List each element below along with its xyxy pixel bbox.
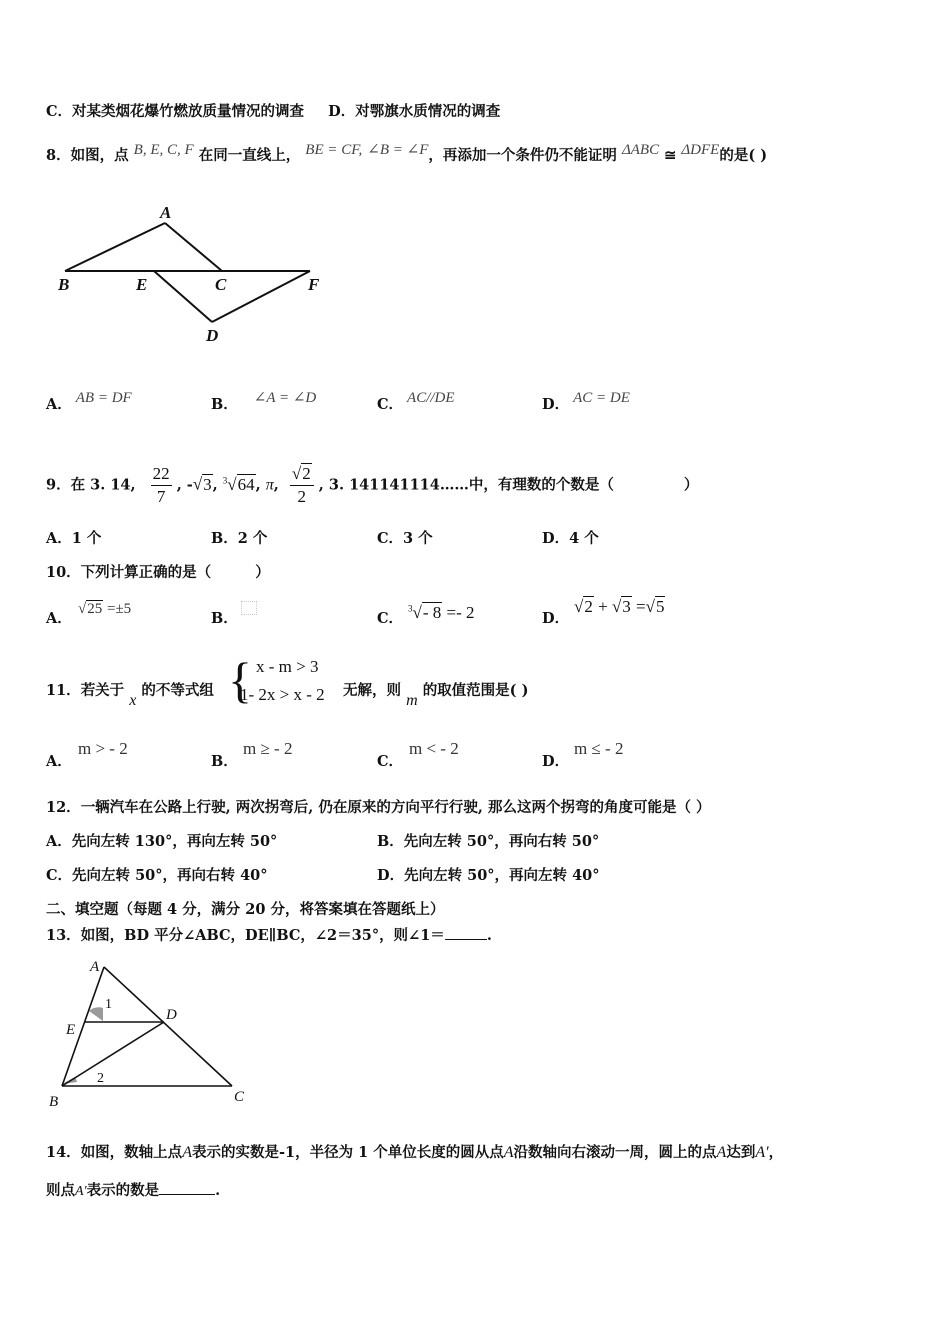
q10-close: ） [255,564,270,581]
q10-option-c [377,610,403,628]
q10-stem [46,564,270,582]
q10-opt-d-eq: = [631,597,646,616]
q11-opt-b-expr [243,740,292,759]
q11-text1: 若关于 [80,682,125,699]
q14-text1: 如图，数轴上点 [80,1144,183,1161]
q11-opt-b-label: B． [211,753,238,770]
q11-brace: { [228,652,252,708]
q10-opt-d-label: D． [542,610,570,627]
q12-option-c [46,867,268,885]
q14-line2-text2: 表示的数是 [86,1182,160,1199]
q9-cuberoot64: $^3$√64 [222,474,255,494]
q13-end: . [486,927,492,944]
q10-number: 10． [46,564,81,581]
q12-option-d [377,867,600,885]
q9-cube-index: 3 [222,475,228,485]
q10-opt-d-r1: 2 [584,597,593,616]
q9-sqrt3-rad: 3 [203,474,212,494]
seg-BD [62,1022,164,1086]
q12-option-a [46,833,277,851]
q13-label-E: E [66,1022,76,1038]
q9-opt-a-text: 1 个 [71,530,102,547]
q14-point-a-1: A [182,1144,192,1161]
q14-line2 [46,1182,220,1201]
q9-option-a [46,530,101,548]
q7-opt-c-text: 对某类烟花爆竹燃放质量情况的调查 [72,103,305,120]
q10-opt-a-rad: 25 [87,601,103,617]
q9-frac-22-7 [151,463,172,508]
q10-opt-b-image [241,601,257,615]
q11-text3: 无解，则 [343,682,401,699]
q8-option-d [542,390,630,414]
q11-stem-part2 [343,682,529,709]
q11-var-m: m [406,692,418,709]
q11-opt-d-label: D． [542,753,570,770]
q9-sep3: , [273,476,279,494]
q9-text3: ） [683,476,699,494]
q9-option-c [377,530,433,548]
q14-answer-blank[interactable] [159,1194,215,1195]
q11-option-a [46,753,72,771]
q10-opt-a-label: A． [46,610,72,627]
q12-opt-c-text: C．先向左转 50°，再向右转 40° [46,867,268,884]
q9-frac2-num: 2 [302,464,311,484]
q11-opt-c-expr [409,740,459,759]
q9-frac1-num: 22 [151,463,172,486]
q11-ineq1-text: x - m > 3 [256,657,319,676]
q11-opt-d-expr [574,740,623,759]
q7-options [46,103,500,121]
q11-text4: 的取值范围是( ) [422,682,529,699]
q13-label-D: D [166,1007,177,1023]
q8-stem: 8．如图，点 B, E, C, F 在同一直线上， BE = CF, ∠B = ∠F，再添加一个条件仍不能证明 ΔABC ≅ ΔDFE的是( ) [46,142,768,164]
q8-cond1: BE = CF [305,142,359,158]
q8-text1: 如图，点 [70,147,129,164]
q8-cond2: ∠B = ∠F [367,142,429,158]
q9-opt-b-text: 2 个 [237,530,268,547]
q8-label-D: D [206,326,219,345]
q11-ineq1 [256,658,318,677]
q10-opt-d-expr: √2 + √3 =√5 [574,597,665,616]
q8-cong: ≅ [664,147,677,164]
q8-opt-b-label: B． [211,396,238,413]
q11-text2: 的不等式组 [141,682,214,699]
section2-title-text: 二、填空题（每题 4 分，满分 20 分，将答案填在答题纸上） [46,901,445,918]
seg-AC [165,223,222,271]
q14-point-a-3: A [716,1144,727,1161]
q10-opt-c-rad: - 8 [422,602,442,622]
q10-opt-b-label: B． [211,610,238,627]
q10-opt-d-r3: 5 [655,597,665,616]
q7-opt-c-label: C． [46,103,73,120]
q12-stem [46,799,711,817]
q10-opt-a-rest: =±5 [103,601,132,617]
q14-number: 14． [46,1144,81,1161]
q10-opt-c-expr: $^3$√- 8 =- 2 [408,602,475,622]
q11-opt-a-text: m > - 2 [78,739,128,758]
seg-BA [65,223,165,271]
q10-text: 下列计算正确的是（ [80,564,212,581]
q11-opt-a-expr [78,740,128,759]
q13-angle1-shade [89,1007,103,1021]
q8-figure [50,198,340,348]
q12-opt-a-text: A．先向左转 130°，再向左转 50° [46,833,278,850]
q12-opt-b-text: B．先向左转 50°，再向右转 50° [377,833,600,850]
q9-frac2-den: 2 [297,487,307,507]
q11-ineq2-text: 1- 2x > x - 2 [240,685,325,704]
q12-number: 12． [46,799,81,816]
q9-opt-c-label: C． [377,530,404,547]
q8-label-F: F [308,275,320,294]
q9-option-b [211,530,267,548]
q8-option-b [211,390,317,414]
q11-opt-a-label: A． [46,753,72,770]
q9-frac1-den: 7 [156,487,166,507]
q8-opt-d-text: AC = DE [573,390,630,406]
q12-option-b [377,833,599,851]
q14-text3: 沿数轴向右滚动一周，圆上的点 [513,1144,717,1161]
seg-DF [212,271,310,322]
q11-ineq2 [240,686,325,705]
q9-sep2: , [255,476,261,494]
q9-option-d [542,530,599,548]
q9-opt-c-text: 3 个 [403,530,433,547]
q8-number: 8． [46,147,71,164]
q10-opt-c-rest: =- 2 [442,602,475,622]
q12-text: 一辆汽车在公路上行驶, 两次拐弯后, 仍在原来的方向平行行驶, 那么这两个拐弯的角度可能是（ ） [80,799,711,816]
q10-opt-c-label: C． [377,610,404,627]
q11-opt-c-label: C． [377,753,404,770]
q9-text2: , 3. 141141114……中，有理数的个数是（ [318,476,614,494]
seg-ED [154,271,212,322]
q11-opt-c-text: m < - 2 [409,739,459,758]
q13-figure [44,955,259,1115]
q7-opt-d-text: 对鄂旗水质情况的调查 [355,103,501,120]
q10-opt-d-r2: 3 [622,597,631,616]
q14-line1 [46,1144,783,1162]
q14-point-a-2: A [503,1144,514,1161]
q14-point-a-prime-1: A′ [755,1144,769,1161]
q8-text3: ，再添加一个条件仍不能证明 [428,147,617,164]
q13-number: 13． [46,927,81,944]
q14-point-a-prime-2: A′ [75,1184,87,1199]
q10-opt-c-index: 3 [408,603,413,613]
q9-number: 9． [46,476,71,494]
q9-opt-a-label: A． [46,530,72,547]
q11-stem-part1 [46,682,214,709]
q11-opt-b-text: m ≥ - 2 [243,739,293,758]
q8-opt-c-label: C． [377,396,404,413]
q10-opt-d-plus: + [593,597,612,616]
q11-number: 11． [46,682,81,699]
q8-label-B: B [58,275,70,294]
q11-option-c [377,753,403,771]
q7-opt-d-label: D． [328,103,356,120]
q13-text: 如图，BD 平分∠ABC，DE∥BC，∠2＝35°，则∠1＝ [80,927,445,944]
q8-tri2: ΔDFE [681,142,720,158]
q9-frac-sqrt2-2 [290,463,314,508]
q11-option-b [211,753,238,771]
q8-opt-c-text: AC//DE [407,390,455,406]
q8-points: B, E, C, F [133,142,194,158]
q8-opt-b-text: ∠A = ∠D [253,390,317,406]
q14-comma: ， [768,1144,784,1161]
q8-opt-d-label: D． [542,396,570,413]
q10-option-a [46,610,72,628]
q13-stem [46,927,492,945]
seg-AC [104,967,232,1086]
q11-var-x: x [129,692,137,709]
q8-option-c [377,390,455,414]
q8-label-A: A [160,203,172,222]
q14-line2-text1: 则点 [46,1182,75,1199]
q11-option-d [542,753,569,771]
q11-opt-d-text: m ≤ - 2 [574,739,624,758]
q10-option-b [211,610,238,628]
q9-cube-val: 64 [237,474,255,494]
q8-label-C: C [215,275,227,294]
q9-opt-d-label: D． [542,530,570,547]
q9-text1: 在 3. 14, [70,476,136,494]
q8-tri1: ΔABC [621,142,660,158]
q13-answer-blank[interactable] [445,939,487,940]
q14-end: . [215,1182,221,1199]
q9-pi: π [265,476,274,494]
q13-label-B: B [49,1094,59,1110]
q13-angle2-label: 2 [97,1071,104,1086]
q14-text4: 达到 [726,1144,756,1161]
q9-frac2-num-wrap: √2 [290,463,314,486]
q13-label-A: A [90,959,100,975]
q12-opt-d-text: D．先向左转 50°，再向左转 40° [377,867,600,884]
q13-angle1-label: 1 [105,997,112,1012]
q8-option-a [46,390,132,414]
q8-opt-a-label: A． [46,396,72,413]
q8-opt-a-text: AB = DF [75,390,132,406]
q8-text2: 在同一直线上， [198,147,301,164]
q14-text2: 表示的实数是-1，半径为 1 个单位长度的圆从点 [191,1144,504,1161]
q9-sep1: , - [176,476,193,494]
q9-opt-b-label: B． [211,530,238,547]
q10-opt-a-expr: √25 =±5 [78,601,132,617]
section2-title [46,901,444,919]
q13-label-C: C [234,1089,245,1105]
q8-text4: 的是( ) [719,147,768,164]
q9-stem: 9．在 3. 14, $\frac{22}{7}$ , -√3, $^3$√64, π, $\frac{√2}{2}$ , 3. 141141114……中，有理数的个数是（ ） [46,464,699,507]
q10-option-d [542,610,569,628]
q9-opt-d-text: 4 个 [569,530,599,547]
q9-sqrt3: √3 [192,474,212,494]
q8-label-E: E [136,275,148,294]
